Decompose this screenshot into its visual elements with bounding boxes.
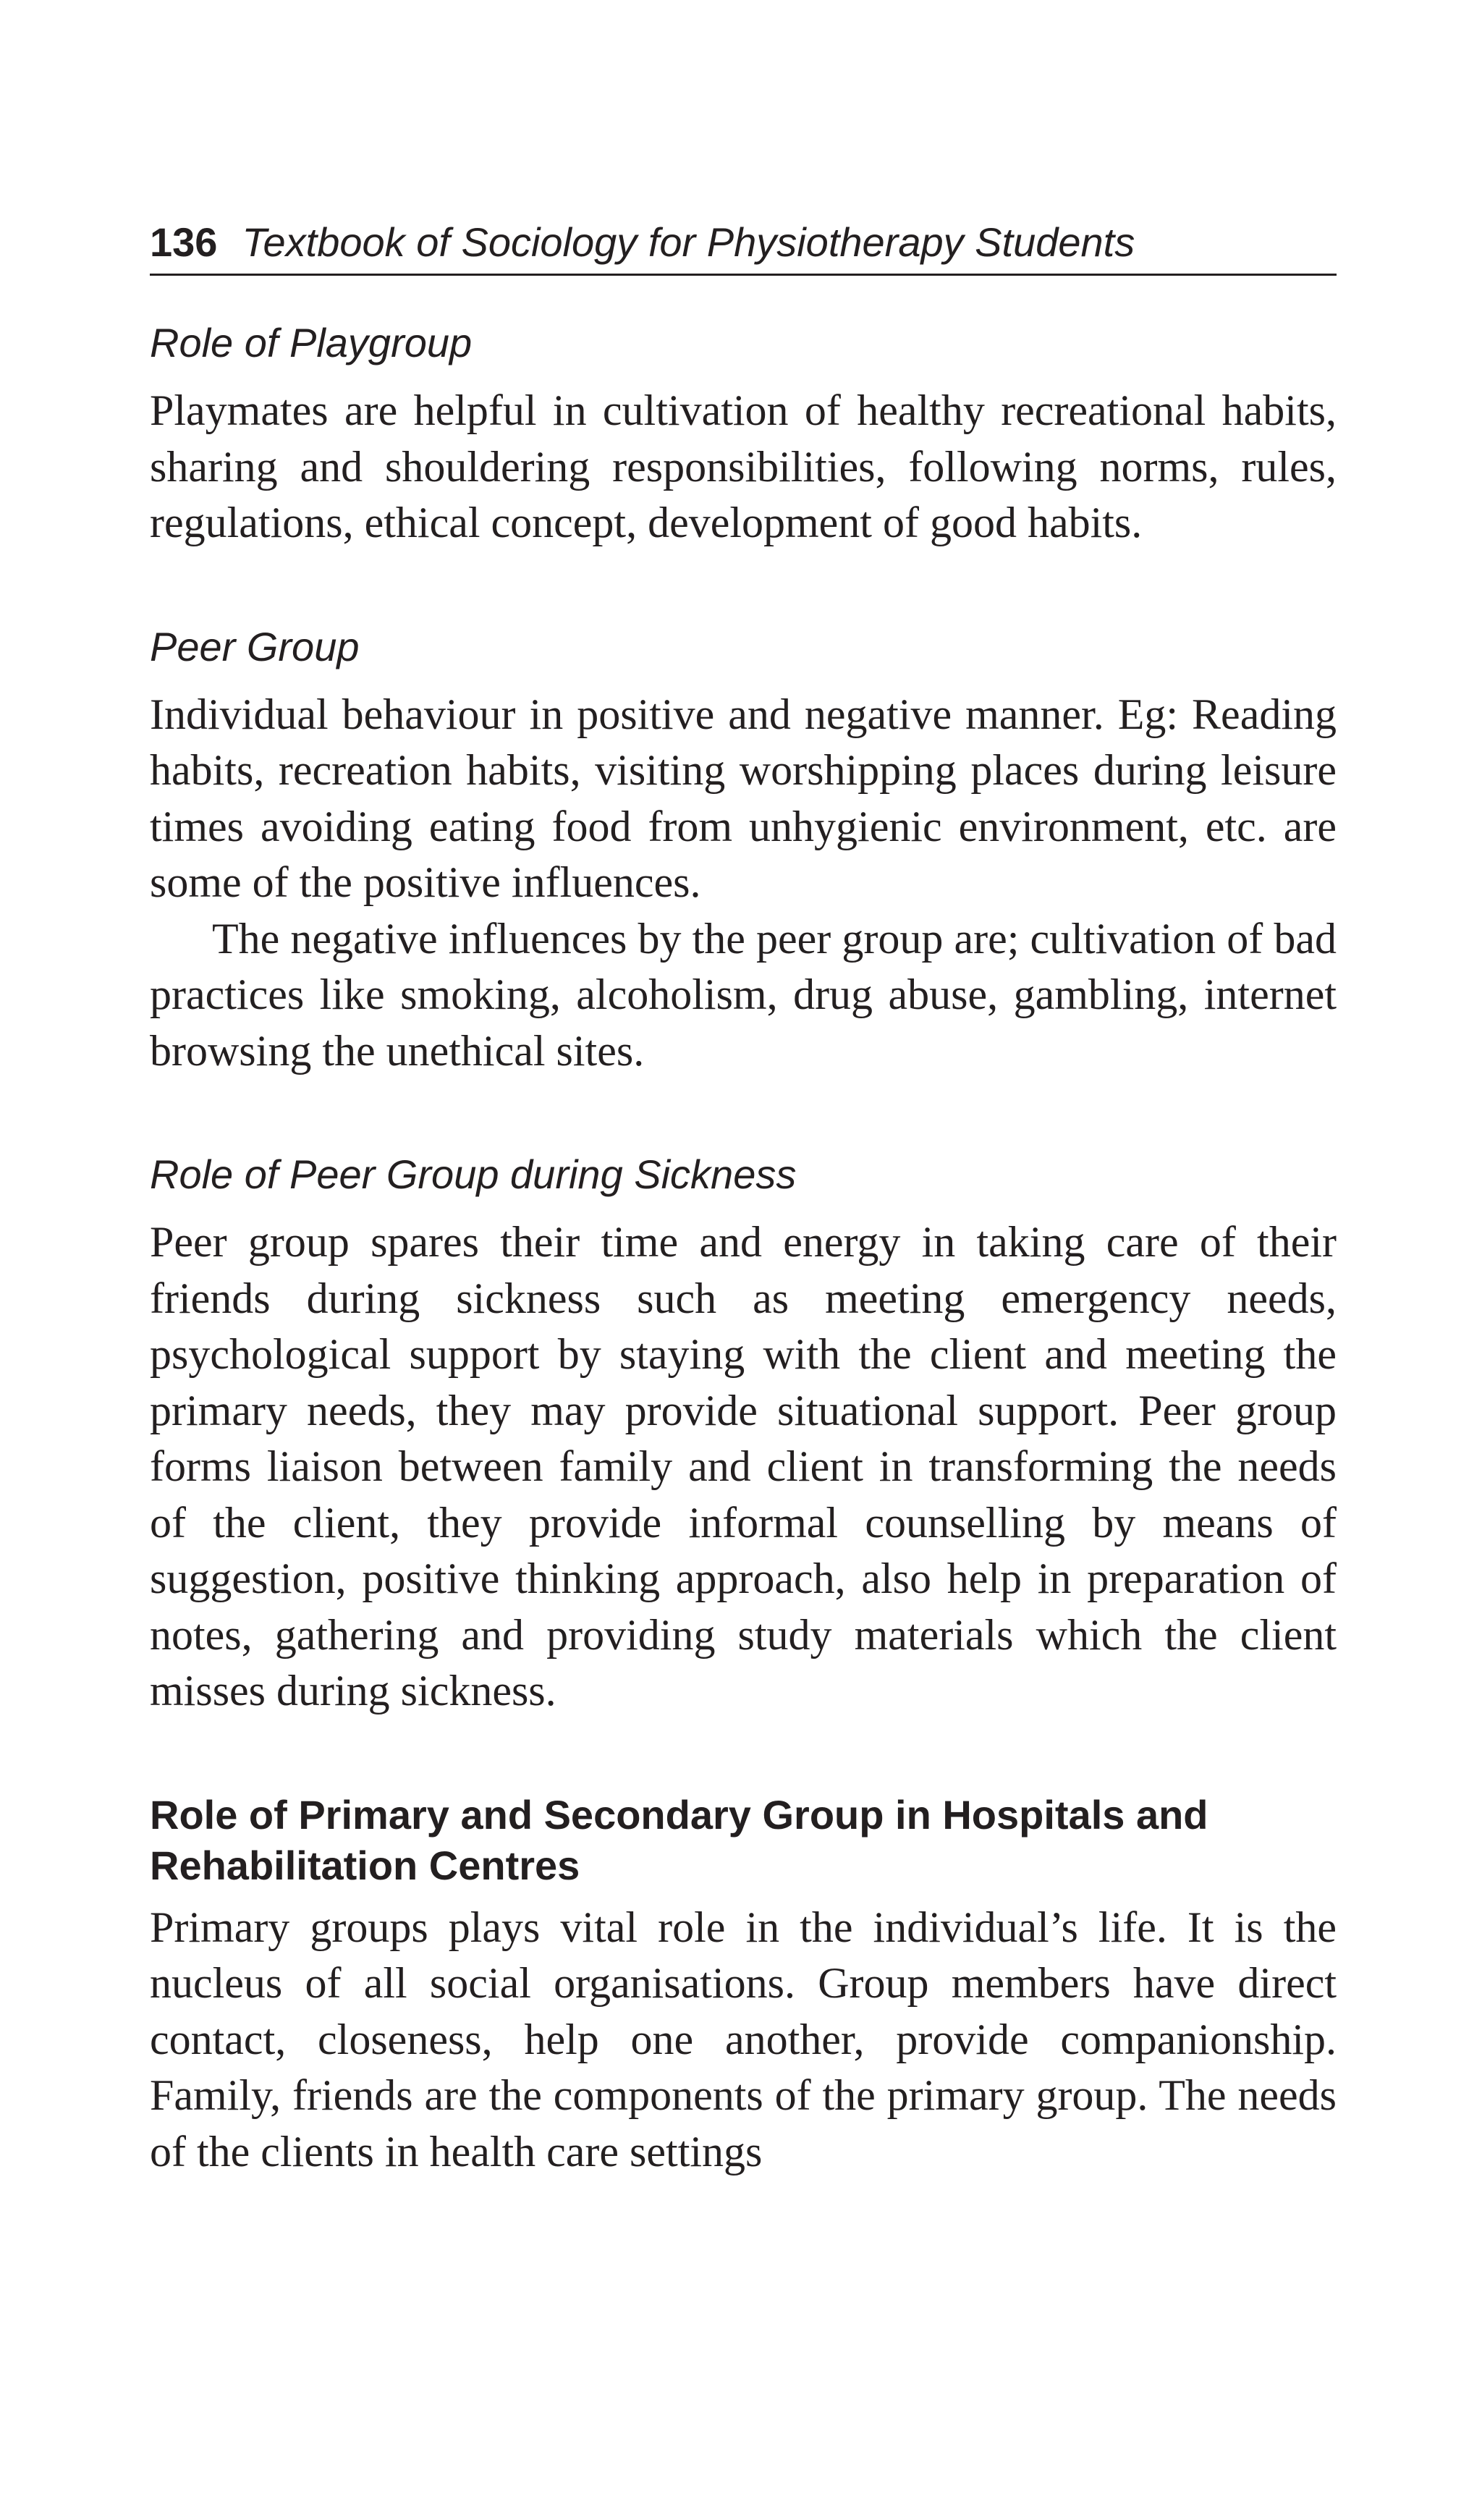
section-primary-secondary-group <box>150 1790 1337 2181</box>
paragraph-peer-group-negative: The negative influences by the peer group are; cultivation of bad practices like smoking, alcoholism, drug abuse, gambling, internet browsing the unethical sites. <box>150 914 1337 1075</box>
section-peer-group-during-sickness <box>150 1149 1337 1720</box>
section-peer-group <box>150 622 1337 1080</box>
heading-primary-secondary-group: Role of Primary and Secondary Group in Hospitals and Rehabilitation Centres <box>150 1791 1208 1888</box>
paragraph-peer-group-sickness: Peer group spares their time and energy in taking care of their friends during sickness such as meeting emergency needs, psychological support by staying with the client and meeting the primary needs, they may provide situational support. Peer group forms liaison between family and client in transforming the needs of the client, they provide informal counselling by means of suggestion, positive thinking approach, also help in preparation of notes, gathering and providing study materials which the client misses during sickness. <box>150 1218 1337 1714</box>
paragraph-peer-group-positive: Individual behaviour in positive and negative manner. Eg: Reading habits, recreation habits, visiting worshipping places during leisure times avoiding eating food from unhygienic environment, etc. are some of the positive influences. <box>150 690 1337 906</box>
section-role-of-playgroup <box>150 318 1337 551</box>
subheading-peer-group-during-sickness: Role of Peer Group during Sickness <box>150 1151 797 1197</box>
paragraph-playgroup: Playmates are helpful in cultivation of healthy recreational habits, sharing and shouldering responsibilities, following norms, rules, regulations, ethical concept, development of good habits. <box>150 386 1337 546</box>
book-title: Textbook of Sociology for Physiotherapy Students <box>242 219 1135 265</box>
running-head <box>150 217 1337 276</box>
book-page <box>150 217 1337 2250</box>
paragraph-primary-groups: Primary groups plays vital role in the individual’s life. It is the nucleus of all social organisations. Group members have direct contact, closeness, help one another, provide companionship. Family, friends are the components of the primary group. The needs of the clients in health care settings <box>150 1903 1337 2176</box>
page-number: 136 <box>150 219 218 265</box>
subheading-peer-group: Peer Group <box>150 623 360 669</box>
subheading-role-of-playgroup: Role of Playgroup <box>150 320 473 365</box>
